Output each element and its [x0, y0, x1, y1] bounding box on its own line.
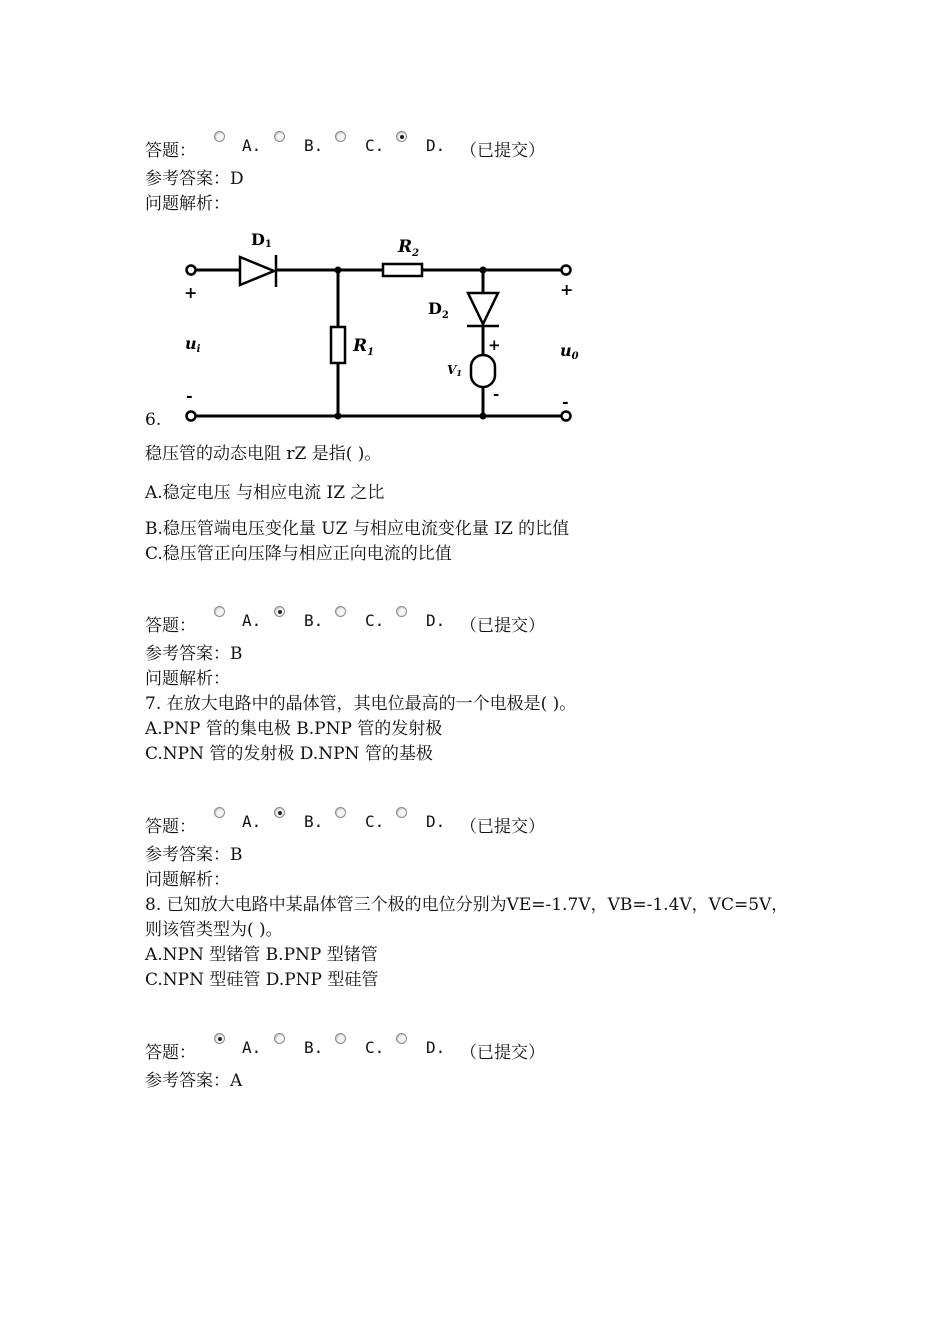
- q7-answer-label: 答题：: [145, 817, 196, 837]
- q7-option-b: B.: [304, 812, 324, 831]
- input-terminal-bottom: [187, 412, 196, 421]
- q5-answer-label: 答题：: [145, 141, 196, 161]
- r2-resistor-symbol: [383, 264, 422, 276]
- input-plus-sign: +: [184, 283, 198, 302]
- q6-answer-label: 答题：: [145, 616, 196, 636]
- q8-option-c: C.: [365, 1038, 385, 1057]
- q8-option-a: A.: [242, 1038, 262, 1057]
- input-terminal-top: [187, 266, 196, 275]
- v1-minus-sign: -: [493, 385, 500, 403]
- q6-number: 6.: [145, 410, 162, 430]
- input-minus-sign: -: [186, 386, 193, 405]
- q8-submitted-status: （已提交）: [460, 1043, 545, 1063]
- svg-text:D1: D1: [251, 230, 272, 250]
- q6-radio-b[interactable]: [274, 606, 285, 617]
- q6-reference-answer: 参考答案：B: [145, 644, 243, 664]
- q6-radio-d[interactable]: [396, 606, 407, 617]
- q8-radio-b[interactable]: [274, 1033, 285, 1044]
- q7-option-d: D.: [426, 812, 446, 831]
- q5-analysis-label: 问题解析：: [145, 194, 230, 214]
- q8-option-d: D.: [426, 1038, 446, 1057]
- output-terminal-top: [562, 266, 571, 275]
- svg-text:u0: u0: [560, 341, 579, 362]
- q6-analysis-label: 问题解析：: [145, 669, 230, 689]
- q5-radio-c[interactable]: [335, 131, 346, 142]
- d1-label: D: [251, 230, 265, 249]
- svg-text:R2: $R_2$: [398, 237, 420, 259]
- d2-label: D: [428, 299, 442, 318]
- q5-submitted-status: （已提交）: [460, 141, 545, 161]
- q7-analysis-label: 问题解析：: [145, 870, 230, 890]
- q7-stem: 7. 在放大电路中的晶体管，其电位最高的一个电极是( )。: [145, 694, 577, 714]
- q5-radio-b[interactable]: [274, 131, 285, 142]
- q6-option-b-text: B.稳压管端电压变化量 UZ 与相应电流变化量 IZ 的比值: [145, 519, 570, 539]
- q7-radio-a[interactable]: [214, 807, 225, 818]
- v1-source-symbol: [471, 355, 495, 387]
- svg-text:D2: $D_2$: [428, 299, 449, 321]
- d1-diode-symbol: [240, 255, 276, 287]
- q7-submitted-status: （已提交）: [460, 817, 545, 837]
- q6-option-c-text: C.稳压管正向压降与相应正向电流的比值: [145, 544, 452, 564]
- output-minus-sign: -: [562, 392, 569, 411]
- q7-options-line-1: A.PNP 管的集电极 B.PNP 管的发射极: [145, 719, 443, 739]
- output-plus-sign: +: [560, 280, 574, 299]
- q7-radio-c[interactable]: [335, 807, 346, 818]
- q6-radio-a[interactable]: [214, 606, 225, 617]
- q8-reference-answer: 参考答案：A: [145, 1071, 243, 1091]
- q8-radio-a[interactable]: [214, 1033, 225, 1044]
- q5-radio-d[interactable]: [396, 131, 407, 142]
- q6-option-a: A.: [242, 611, 262, 630]
- q6-submitted-status: （已提交）: [460, 616, 545, 636]
- q6-option-c: C.: [365, 611, 385, 630]
- q5-option-a: A.: [242, 136, 262, 155]
- q7-option-a: A.: [242, 812, 262, 831]
- q8-option-b: B.: [304, 1038, 324, 1057]
- svg-text:ui: ui: [185, 334, 201, 355]
- q8-radio-d[interactable]: [396, 1033, 407, 1044]
- q6-radio-c[interactable]: [335, 606, 346, 617]
- svg-text:R1: $R_1$: [353, 336, 375, 358]
- q6-option-a-text: A.稳定电压 与相应电流 IZ 之比: [145, 483, 385, 503]
- uo-label: u: [560, 341, 572, 360]
- ui-label: u: [185, 334, 197, 353]
- q8-stem-line-2: 则该管类型为( )。: [145, 920, 283, 940]
- q7-radio-b[interactable]: [274, 807, 285, 818]
- q8-stem-line-1: 8. 已知放大电路中某晶体管三个极的电位分别为VE=-1.7V，VB=-1.4V，VC=5V，: [145, 895, 789, 915]
- q7-option-c: C.: [365, 812, 385, 831]
- v1-label: V: [447, 363, 457, 377]
- q8-radio-c[interactable]: [335, 1033, 346, 1044]
- output-terminal-bottom: [562, 412, 571, 421]
- q5-radio-a[interactable]: [214, 131, 225, 142]
- d2-diode-symbol: [467, 293, 499, 326]
- v1-plus-sign: +: [488, 336, 501, 354]
- q7-radio-d[interactable]: [396, 807, 407, 818]
- q5-option-d: D.: [426, 136, 446, 155]
- q7-options-line-2: C.NPN 管的发射极 D.NPN 管的基极: [145, 744, 433, 764]
- q5-option-c: C.: [365, 136, 385, 155]
- q7-reference-answer: 参考答案：B: [145, 845, 243, 865]
- q8-options-line-2: C.NPN 型硅管 D.PNP 型硅管: [145, 970, 379, 990]
- q5-reference-answer: 参考答案：D: [145, 169, 244, 189]
- r2-label: R: [398, 237, 413, 257]
- q6-circuit-diagram: [140, 225, 580, 425]
- q6-option-d: D.: [426, 611, 446, 630]
- q8-answer-label: 答题：: [145, 1043, 196, 1063]
- q5-option-b: B.: [304, 136, 324, 155]
- r1-resistor-symbol: [331, 327, 345, 363]
- q6-option-b: B.: [304, 611, 324, 630]
- svg-text:V1: V1: [447, 363, 462, 378]
- q6-stem: 稳压管的动态电阻 rZ 是指( )。: [145, 444, 382, 464]
- r1-label: R: [353, 336, 368, 356]
- q8-options-line-1: A.NPN 型锗管 B.PNP 型锗管: [145, 945, 378, 965]
